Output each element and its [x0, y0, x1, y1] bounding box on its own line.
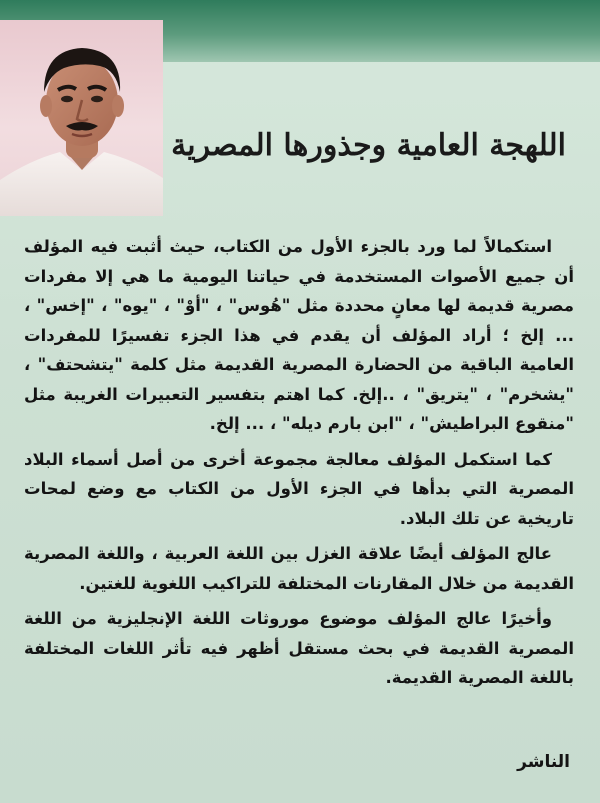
blurb-paragraph-3: عالج المؤلف أيضًا علاقة الغزل بين اللغة العربية ، واللغة المصرية القديمة من خلال المقارنات المختلفة للتراكيب اللغوية للغتين. — [24, 544, 574, 593]
author-photo — [0, 20, 163, 216]
blurb-paragraph-2: كما استكمل المؤلف معالجة مجموعة أخرى من أصل أسماء البلاد المصرية التي بدأها في الجزء الأول من الكتاب مع وضع لمحات تاريخية عن تلك البلاد. — [24, 449, 574, 528]
author-portrait-icon — [0, 20, 163, 216]
blurb-paragraph-1: استكمالاً لما ورد بالجزء الأول من الكتاب، حيث أثبت فيه المؤلف أن جميع الأصوات المستخدمة في حياتنا اليومية ما هي إلا مفردات مصرية قديمة لها معانٍ محددة مثل "هُوس" ، "أوْ" ، "يوه" ، "إخس" ، ... إلخ ؛ أراد المؤلف أن يقدم في هذا الجزء تفسيرًا للمفردات العامية الباقية من الحضارة المصرية القديمة مثل كلمة "يتشحتف" ، "يشخرم" ، "يتريق" ، ..إلخ. كما اهتم بتفسير التعبيرات الغريبة مثل "منقوع البراطيش" ، "ابن بارم ديله" ، ... إلخ. — [24, 237, 574, 433]
publisher-signature: الناشر — [517, 752, 570, 772]
blurb-paragraph-4: وأخيرًا عالج المؤلف موضوع موروثات اللغة الإنجليزية من اللغة المصرية القديمة في بحث مستقل أظهر فيه تأثر اللغات المختلفة باللغة المصرية القديمة. — [24, 609, 574, 687]
blurb-text — [24, 232, 574, 699]
book-title: اللهجة العامية وجذورها المصرية — [171, 128, 566, 163]
